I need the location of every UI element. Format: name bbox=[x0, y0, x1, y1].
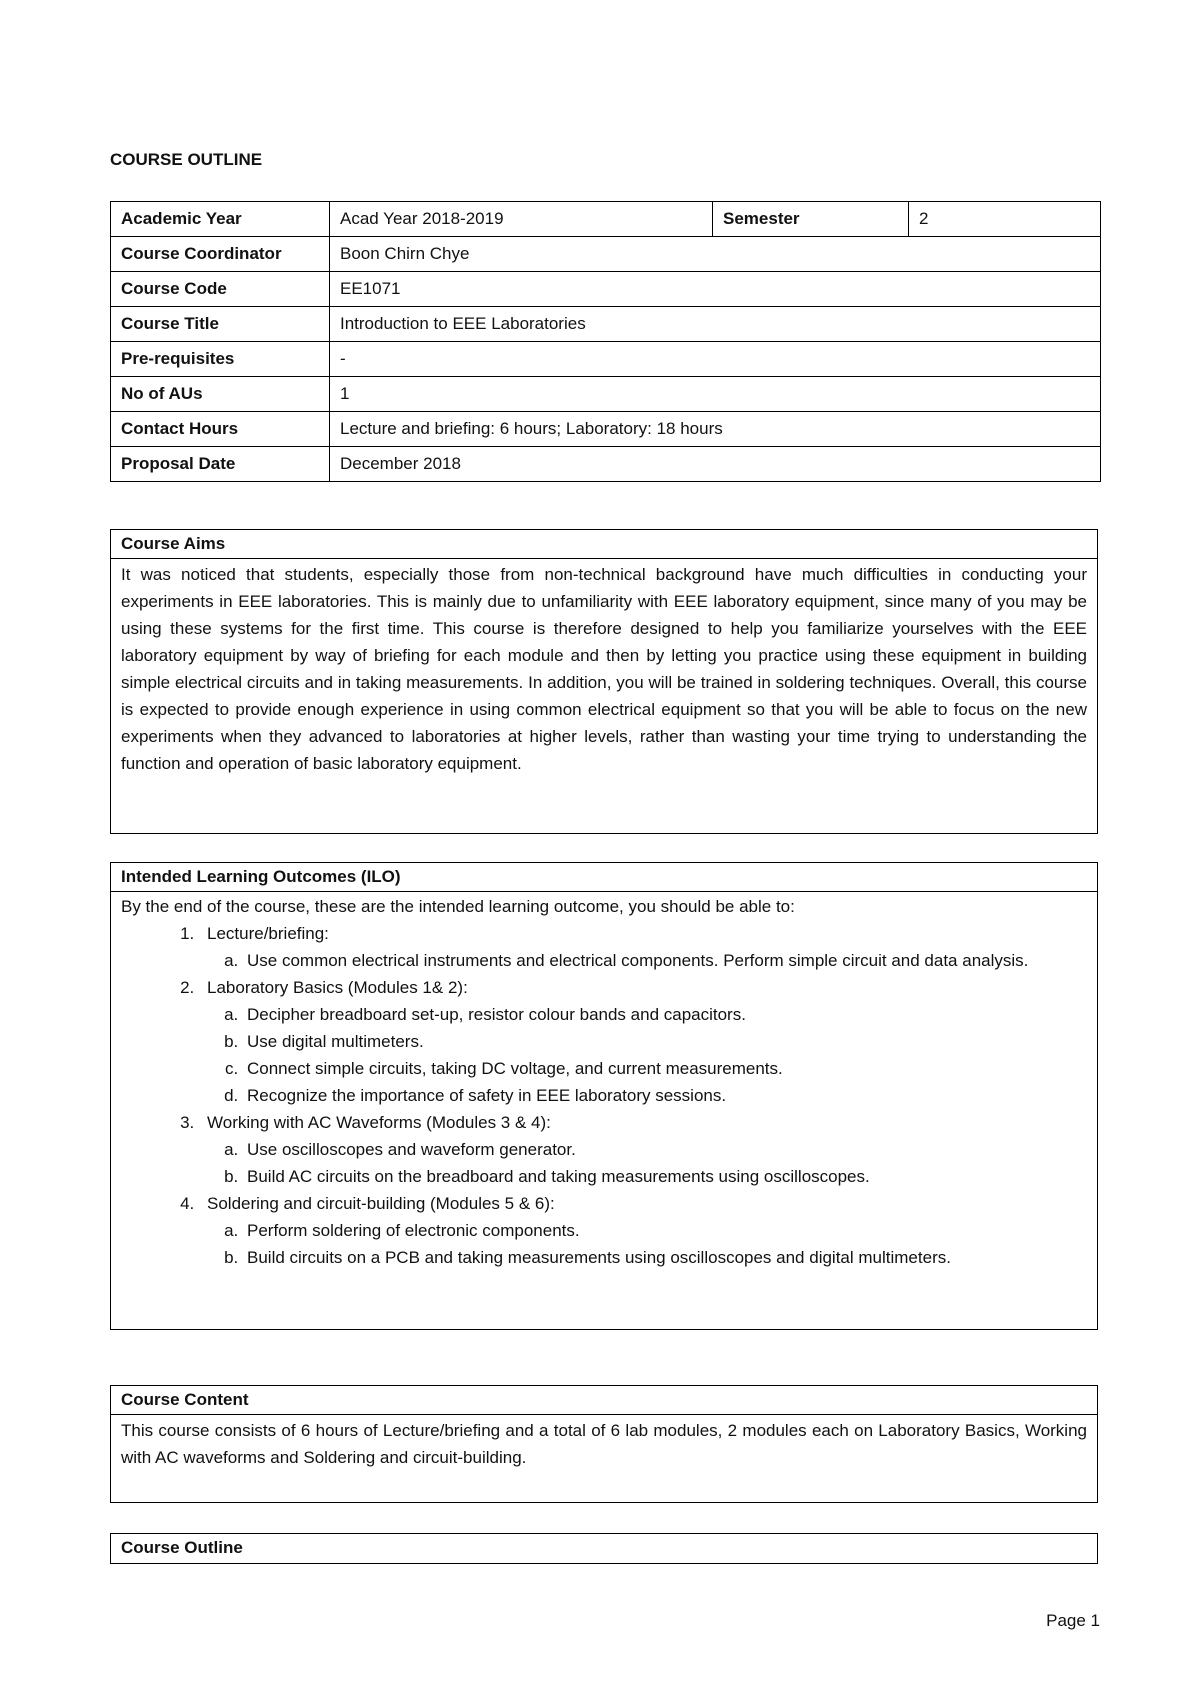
row-label: Proposal Date bbox=[111, 447, 330, 482]
course-content-text: This course consists of 6 hours of Lecture/briefing and a total of 6 lab modules, 2 modules each on Laboratory Basics, Working with AC waveforms and Soldering and circuit-building. bbox=[121, 1421, 1087, 1467]
row-label: Pre-requisites bbox=[111, 342, 330, 377]
row-label: Contact Hours bbox=[111, 412, 330, 447]
list-item: c. Connect simple circuits, taking DC voltage, and current measurements. bbox=[243, 1055, 1087, 1082]
ilo-heading: Intended Learning Outcomes (ILO) bbox=[111, 863, 1097, 892]
course-content-section bbox=[110, 1385, 1098, 1503]
list-item: a. Decipher breadboard set-up, resistor colour bands and capacitors. bbox=[243, 1001, 1087, 1028]
row-value: Introduction to EEE Laboratories bbox=[330, 307, 1101, 342]
ilo-item-title: Lecture/briefing: bbox=[207, 924, 329, 943]
list-item: b. Build AC circuits on the breadboard and taking measurements using oscilloscopes. bbox=[243, 1163, 1087, 1190]
document-title: COURSE OUTLINE bbox=[110, 150, 263, 169]
list-item: b. Build circuits on a PCB and taking measurements using oscilloscopes and digital multimeters. bbox=[243, 1244, 1087, 1271]
semester-value: 2 bbox=[909, 202, 1101, 237]
course-outline-heading: Course Outline bbox=[121, 1538, 243, 1557]
course-aims-heading: Course Aims bbox=[111, 530, 1097, 559]
course-aims-text: It was noticed that students, especially those from non-technical background have much difficulties in conducting your experiments in EEE laboratories. This is mainly due to unfamiliarity with EEE laboratory equipment, since many of you may be using these systems for the first time. This course is therefore designed to help you familiarize yourselves with the EEE laboratory equipment by way of briefing for each module and then by letting you practice using these equipment in building simple electrical circuits and in taking measurements. In addition, you will be trained in soldering techniques. Overall, this course is expected to provide enough experience in using common electrical equipment so that you will be able to focus on the new experiments when they advanced to laboratories at higher levels, rather than wasting your time trying to understanding the function and operation of basic laboratory equipment. bbox=[121, 565, 1087, 773]
course-aims-section bbox=[110, 529, 1098, 834]
academic-year-value: Acad Year 2018-2019 bbox=[330, 202, 713, 237]
row-label: Course Coordinator bbox=[111, 237, 330, 272]
table-row bbox=[111, 307, 1101, 342]
row-value: EE1071 bbox=[330, 272, 1101, 307]
row-label: Course Title bbox=[111, 307, 330, 342]
row-value: 1 bbox=[330, 377, 1101, 412]
list-item: a. Use common electrical instruments and electrical components. Perform simple circuit and data analysis. bbox=[243, 947, 1087, 974]
table-row bbox=[111, 237, 1101, 272]
page-number: Page 1 bbox=[1046, 1611, 1100, 1630]
row-value: Boon Chirn Chye bbox=[330, 237, 1101, 272]
course-outline-section bbox=[110, 1533, 1098, 1564]
table-row bbox=[111, 412, 1101, 447]
ilo-list bbox=[121, 920, 1087, 1271]
row-value: Lecture and briefing: 6 hours; Laboratory: 18 hours bbox=[330, 412, 1101, 447]
row-label: No of AUs bbox=[111, 377, 330, 412]
ilo-section bbox=[110, 862, 1098, 1330]
table-row bbox=[111, 377, 1101, 412]
ilo-item-title: Soldering and circuit-building (Modules 5 & 6): bbox=[207, 1194, 555, 1213]
table-row bbox=[111, 342, 1101, 377]
course-info-table bbox=[110, 201, 1101, 482]
list-item: a. Perform soldering of electronic components. bbox=[243, 1217, 1087, 1244]
ilo-item-title: Laboratory Basics (Modules 1& 2): bbox=[207, 978, 468, 997]
list-item bbox=[199, 1109, 1087, 1190]
list-item bbox=[199, 1190, 1087, 1271]
ilo-intro: By the end of the course, these are the intended learning outcome, you should be able to: bbox=[121, 897, 795, 916]
row-value: December 2018 bbox=[330, 447, 1101, 482]
list-item: d. Recognize the importance of safety in EEE laboratory sessions. bbox=[243, 1082, 1087, 1109]
list-item: b. Use digital multimeters. bbox=[243, 1028, 1087, 1055]
course-content-heading: Course Content bbox=[111, 1386, 1097, 1415]
list-item bbox=[199, 974, 1087, 1109]
table-row bbox=[111, 447, 1101, 482]
ilo-item-title: Working with AC Waveforms (Modules 3 & 4): bbox=[207, 1113, 551, 1132]
list-item bbox=[199, 920, 1087, 974]
table-row bbox=[111, 272, 1101, 307]
table-row bbox=[111, 202, 1101, 237]
list-item: a. Use oscilloscopes and waveform generator. bbox=[243, 1136, 1087, 1163]
semester-label: Semester bbox=[713, 202, 909, 237]
row-label: Course Code bbox=[111, 272, 330, 307]
row-value: - bbox=[330, 342, 1101, 377]
academic-year-label: Academic Year bbox=[111, 202, 330, 237]
